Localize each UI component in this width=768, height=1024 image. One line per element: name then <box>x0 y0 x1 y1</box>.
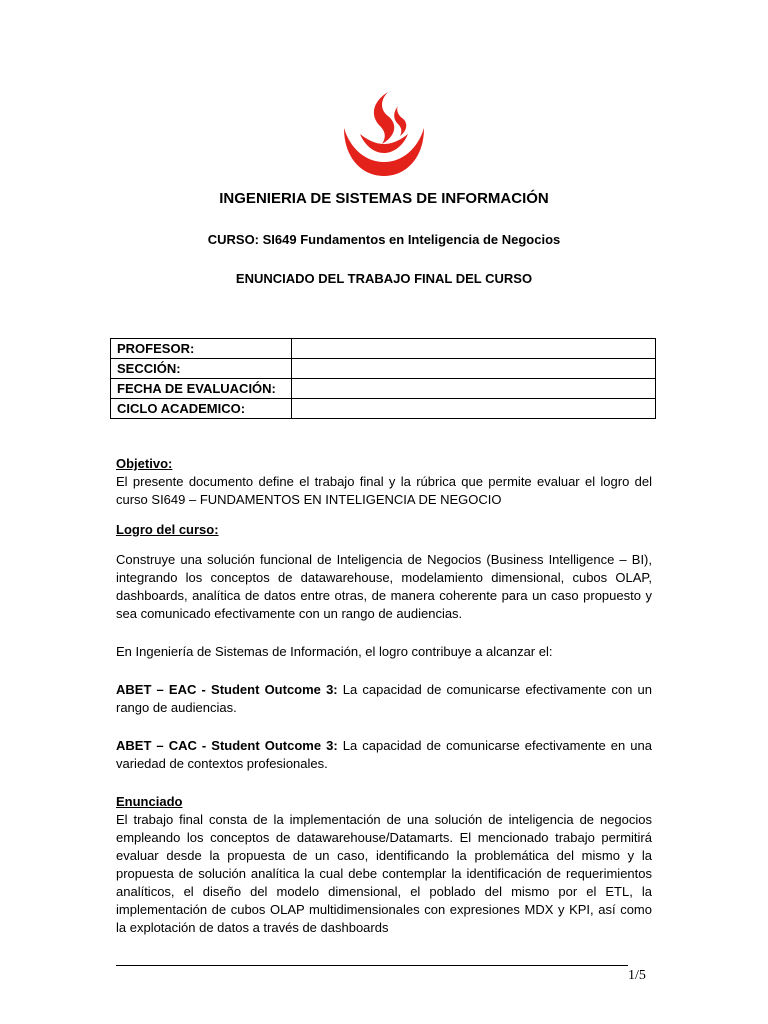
program-title: INGENIERIA DE SISTEMAS DE INFORMACIÓN <box>219 190 549 207</box>
row-label: CICLO ACADEMICO: <box>111 399 292 419</box>
eac-outcome <box>116 681 652 717</box>
logro-text: Construye una solución funcional de Inteligencia de Negocios (Business Intelligence – BI), integrando los conceptos de datawarehouse, modelamiento dimensional, cubos OLAP, dashboards, analítica de datos entre otras, de manera coherente para un caso propuesto y sea comunicado efectivamente con un rango de audiencias. <box>116 552 652 621</box>
table-row <box>111 399 656 419</box>
info-table <box>110 338 656 419</box>
table-row <box>111 379 656 399</box>
row-label: SECCIÓN: <box>111 359 292 379</box>
row-label: FECHA DE EVALUACIÓN: <box>111 379 292 399</box>
enunciado-text: El trabajo final consta de la implementación de una solución de inteligencia de negocios empleando los conceptos de datawarehouse/Datamarts. El mencionado trabajo permitirá evaluar desde la propuesta de un caso, identificando la problemática del mismo y la propuesta de solución analítica la cual debe contemplar la identificación de requerimientos analíticos, el diseño del modelo dimensional, el poblado del mismo por el ETL, la implementación de cubos OLAP multidimensionales con expresiones MDX y KPI, así como la explotación de datos a través de dashboards <box>116 812 652 935</box>
document-subtitle: ENUNCIADO DEL TRABAJO FINAL DEL CURSO <box>235 271 533 286</box>
page-number: 1/5 <box>628 968 646 983</box>
table-row <box>111 359 656 379</box>
cac-text: La capacidad de comunicarse efectivamente en una variedad de contextos profesionales. <box>116 738 652 771</box>
document-body <box>116 455 652 937</box>
row-value <box>292 379 656 399</box>
objetivo-heading: Objetivo: <box>116 456 173 471</box>
cac-outcome <box>116 737 652 773</box>
eac-text: La capacidad de comunicarse efectivamente con un rango de audiencias. <box>116 682 652 715</box>
university-logo <box>340 90 428 178</box>
cac-label: ABET – CAC - Student Outcome 3: <box>116 738 338 753</box>
objetivo-text: El presente documento define el trabajo final y la rúbrica que permite evaluar el logro del curso SI649 – FUNDAMENTOS EN INTELIGENCIA DE NEGOCIO <box>116 474 652 507</box>
row-value <box>292 359 656 379</box>
contribuye-text: En Ingeniería de Sistemas de Información, el logro contribuye a alcanzar el: <box>116 644 553 659</box>
enunciado-heading: Enunciado <box>116 794 183 809</box>
course-title: CURSO: SI649 Fundamentos en Inteligencia de Negocios <box>207 232 561 247</box>
eac-label: ABET – EAC - Student Outcome 3: <box>116 682 338 697</box>
logro-heading: Logro del curso: <box>116 522 219 537</box>
row-label: PROFESOR: <box>111 339 292 359</box>
row-value <box>292 399 656 419</box>
table-row <box>111 339 656 359</box>
footer-divider <box>116 965 628 966</box>
row-value <box>292 339 656 359</box>
